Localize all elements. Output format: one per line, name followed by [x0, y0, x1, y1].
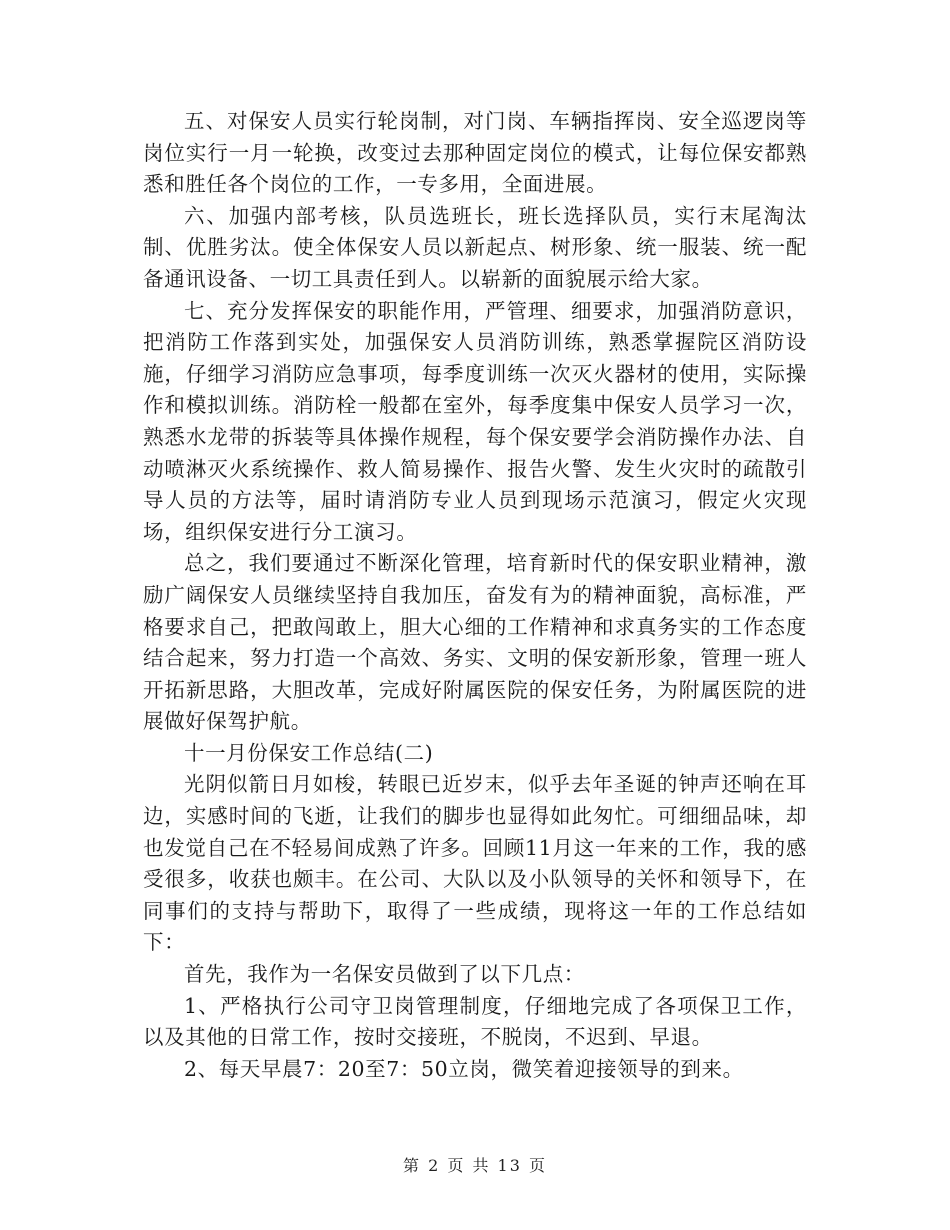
paragraph-internal-assessment: 六、加强内部考核，队员选班长，班长选择队员，实行末尾淘汰制、优胜劣汰。使全体保安人员以新起点、树形象、统一服装、统一配备通讯设备、一切工具责任到人。以崭新的面貌展示给大家。 — [143, 203, 807, 291]
page-number-footer: 第 2 页 共 13 页 — [403, 1156, 547, 1175]
paragraph-conclusion: 总之，我们要通过不断深化管理，培育新时代的保安职业精神，激励广阔保安人员继续坚持自我加压，奋发有为的精神面貌，高标准，严格要求自己，把敢闯敢上，胆大心细的工作精神和求真务实的工作态度结合起来，努力打造一个高效、务实、文明的保安新形象，管理一班人开拓新思路，大胆改革，完成好附属医院的保安任务，为附属医院的进展做好保驾护航。 — [143, 551, 807, 734]
paragraph-first-points: 首先，我作为一名保安员做到了以下几点： — [184, 962, 585, 987]
list-item-1: 1、严格执行公司守卫岗管理制度，仔细地完成了各项保卫工作，以及其他的日常工作，按时交接班，不脱岗，不迟到、早退。 — [143, 993, 807, 1050]
section-heading: 十一月份保安工作总结(二) — [184, 740, 434, 765]
paragraph-intro: 光阴似箭日月如梭，转眼已近岁末，似乎去年圣诞的钟声还响在耳边，实感时间的飞逝，让我们的脚步也显得如此匆忙。可细细品味，却也发觉自己在不轻易间成熟了许多。回顾11月这一年来的工作，我的感受很多，收获也颇丰。在公司、大队以及小队领导的关怀和领导下，在同事们的支持与帮助下，取得了一些成绩，现将这一年的工作总结如下： — [143, 772, 807, 955]
paragraph-rotation-system: 五、对保安人员实行轮岗制，对门岗、车辆指挥岗、安全巡逻岗等岗位实行一月一轮换，改变过去那种固定岗位的模式，让每位保安都熟悉和胜任各个岗位的工作，一专多用，全面进展。 — [143, 109, 807, 197]
paragraph-fire-safety: 七、充分发挥保安的职能作用，严管理、细要求，加强消防意识，把消防工作落到实处，加强保安人员消防训练，熟悉掌握院区消防设施，仔细学习消防应急事项，每季度训练一次灭火器材的使用，实际操作和模拟训练。消防栓一般都在室外，每季度集中保安人员学习一次，熟悉水龙带的拆装等具体操作规程，每个保安要学会消防操作办法、自动喷淋灭火系统操作、救人简易操作、报告火警、发生火灾时的疏散引导人员的方法等，届时请消防专业人员到现场示范演习，假定火灾现场，组织保安进行分工演习。 — [143, 298, 807, 544]
document-body — [143, 106, 807, 1085]
list-item-2: 2、每天早晨7：20至7：50立岗，微笑着迎接领导的到来。 — [184, 1056, 744, 1081]
